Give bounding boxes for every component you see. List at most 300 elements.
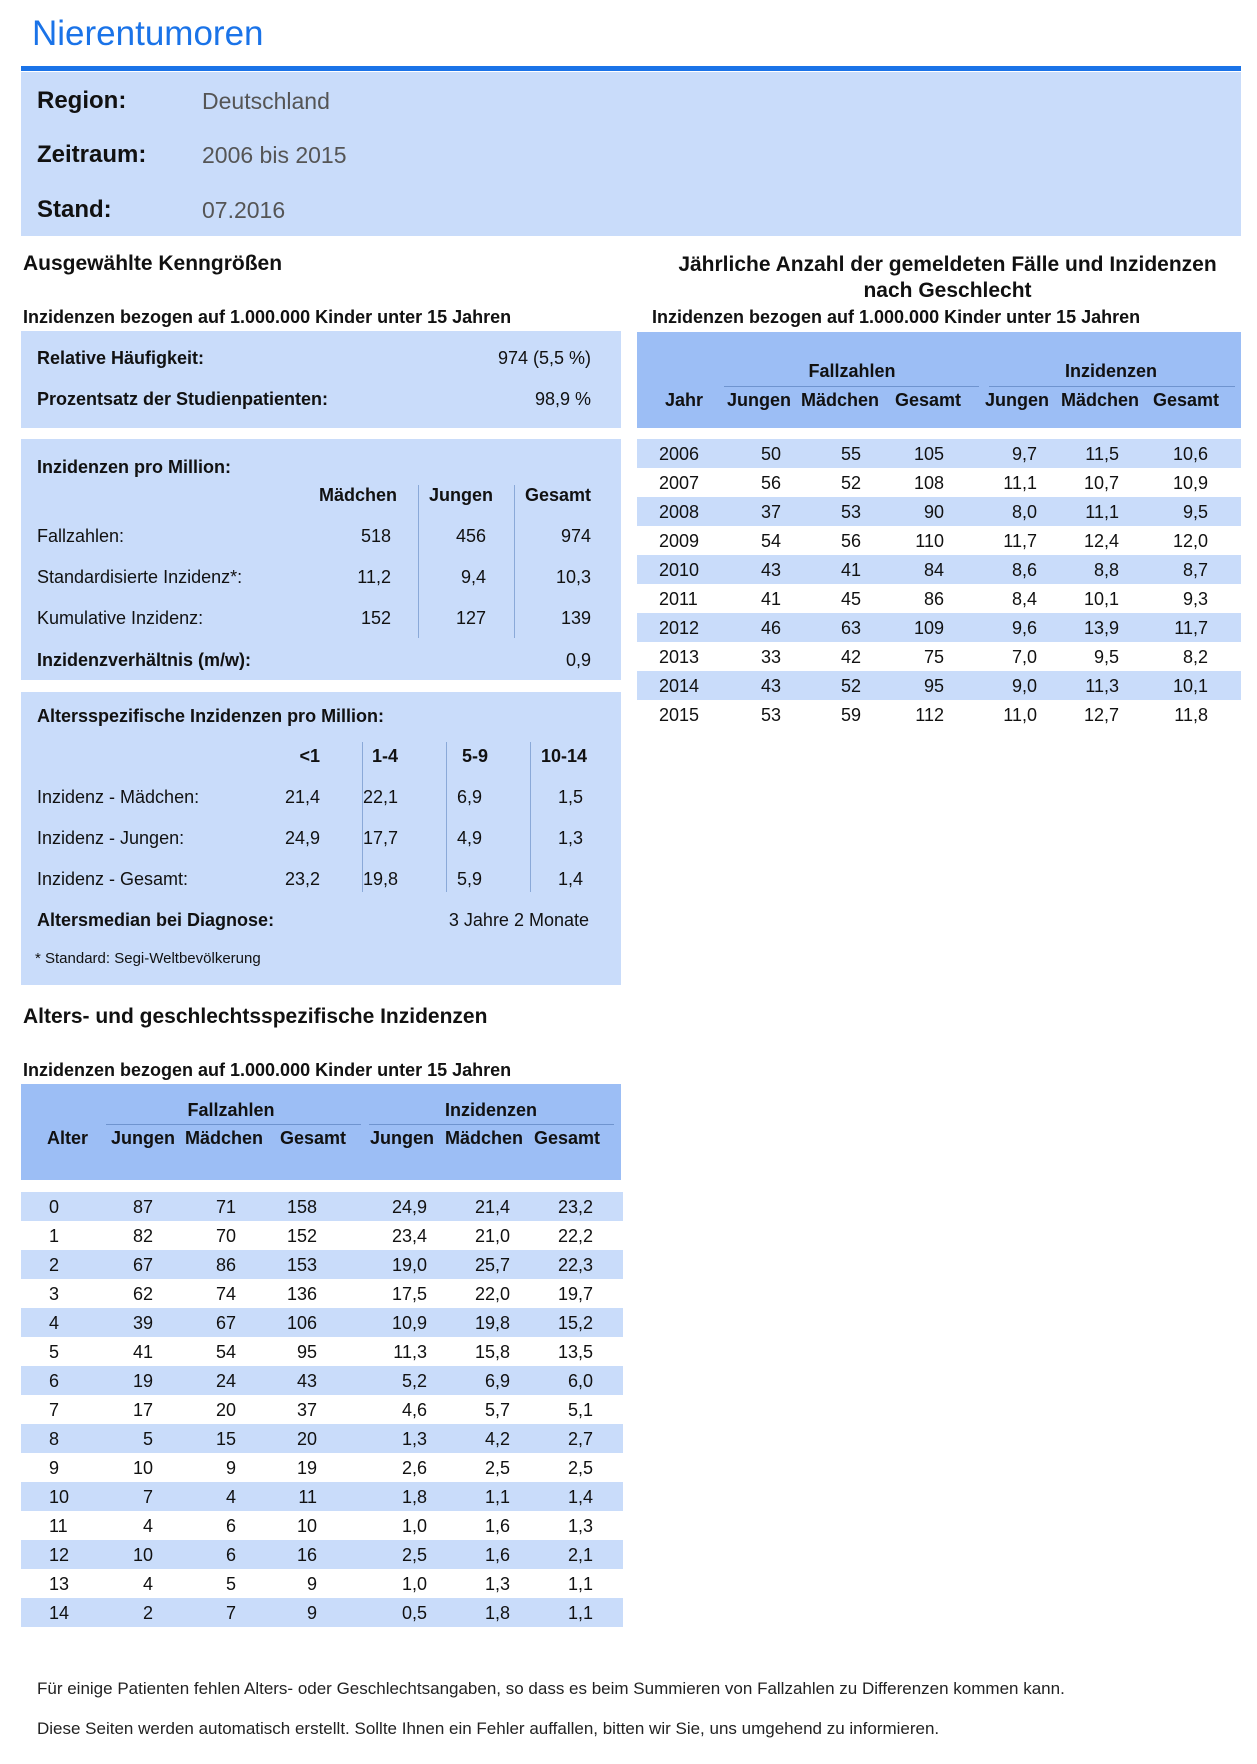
table-cell: 153 [286,1255,317,1275]
section-subtitle: Inzidenzen bezogen auf 1.000.000 Kinder unter 15 Jahren [23,307,512,327]
table-row [21,1221,623,1250]
column-divider [530,742,531,892]
col-header: Mädchen [1061,390,1140,410]
table-cell: 4 [225,1487,236,1507]
table-cell: 41 [760,589,781,609]
row-label-cell: 2009 [659,531,700,551]
age-cell: 1,5 [557,787,583,807]
table-cell: 67 [215,1313,236,1333]
table-cell: 2,5 [401,1545,427,1565]
group-header-incidence: Inzidenzen [444,1100,537,1120]
ratio-value: 0,9 [565,650,591,670]
ipm-cell: 11,2 [357,567,391,587]
table-cell: 11,0 [1003,705,1037,725]
table-cell: 8,4 [1011,589,1037,609]
table-row [21,1511,623,1540]
col-header: Gesamt [1153,390,1220,410]
table-cell: 2,5 [567,1458,593,1478]
footer-note: Diese Seiten werden automatisch erstellt. Sollte Ihnen ein Fehler auffallen, bitten wir Sie, uns umgehend zu informieren. [37,1719,940,1738]
study-percent-label: Prozentsatz der Studienpatienten: [37,389,329,409]
table-cell: 41 [840,560,861,580]
table-cell: 11 [298,1487,317,1507]
table-cell: 12,7 [1083,705,1119,725]
ipm-title: Inzidenzen pro Million: [37,457,231,477]
meta-box [21,72,1241,236]
table-cell: 12,4 [1083,531,1119,551]
row-label-cell: 2008 [659,502,700,522]
row-label-cell: 2011 [659,589,698,609]
table-cell: 16 [296,1545,317,1565]
table-cell: 8,6 [1011,560,1037,580]
table-cell: 39 [132,1313,153,1333]
meta-row-region [37,81,330,121]
table-row [21,1337,623,1366]
section-title-age-sex: Alters- und geschlechtsspezifische Inzidenzen [23,1005,488,1028]
ipm-row-label: Fallzahlen: [37,526,125,546]
table-cell: 50 [760,444,781,464]
table-cell: 23,4 [391,1226,427,1246]
section-title-kenngroessen: Ausgewählte Kenngrößen [23,252,283,275]
table-row [21,1366,623,1395]
table-row [637,613,1241,642]
table-cell: 22,3 [557,1255,593,1275]
section-subtitle: Inzidenzen bezogen auf 1.000.000 Kinder unter 15 Jahren [23,1060,512,1080]
table-cell: 10 [132,1458,153,1478]
table-cell: 1,0 [401,1574,427,1594]
table-cell: 2 [142,1603,153,1623]
age-header: <1 [299,746,320,766]
table-cell: 10,1 [1083,589,1119,609]
table-cell: 9,7 [1011,444,1037,464]
table-cell: 8,0 [1011,502,1037,522]
table-cell: 56 [760,473,781,493]
table-row [21,1598,623,1627]
table-row [637,671,1241,700]
table-cell: 152 [286,1226,317,1246]
age-cell: 1,4 [557,869,583,889]
table-cell: 2,7 [567,1429,593,1449]
table-cell: 15 [215,1429,236,1449]
table-cell: 54 [760,531,781,551]
table-cell: 0,5 [401,1603,427,1623]
row-label-cell: 14 [49,1603,70,1623]
table-cell: 87 [132,1197,153,1217]
ipm-row [35,567,591,595]
row-label-cell: 4 [49,1313,60,1333]
table-cell: 6 [225,1516,236,1536]
table-cell: 63 [840,618,861,638]
group-header-cases: Fallzahlen [808,361,896,381]
table-cell: 9,3 [1182,589,1208,609]
table-cell: 19,8 [474,1313,510,1333]
meta-value: Deutschland [202,87,330,114]
meta-label: Stand: [37,196,112,223]
table-row [637,497,1241,526]
table-row [21,1424,623,1453]
table-row [637,700,1241,729]
table-cell: 43 [760,676,781,696]
table-cell: 52 [840,473,861,493]
table-row [637,468,1241,497]
table-cell: 41 [132,1342,153,1362]
table-cell: 59 [840,705,861,725]
table-cell: 1,4 [567,1487,593,1507]
table-cell: 2,1 [567,1545,593,1565]
group-underline [106,1124,361,1125]
table-cell: 5 [225,1574,236,1594]
section-title-line: Jährliche Anzahl der gemeldeten Fälle und Inzidenzen [678,253,1217,276]
age-sex-table-header [21,1084,621,1180]
table-cell: 67 [132,1255,153,1275]
row-label-cell: 2013 [659,647,700,667]
table-cell: 22,0 [474,1284,510,1304]
table-cell: 13,9 [1083,618,1119,638]
age-header: 1-4 [371,746,398,766]
table-cell: 84 [923,560,944,580]
table-cell: 17,5 [391,1284,427,1304]
age-header-row [35,746,591,774]
table-cell: 11,7 [1003,531,1037,551]
col-header: Gesamt [280,1128,347,1148]
table-cell: 11,1 [1085,502,1119,522]
table-row [21,1569,623,1598]
row-label-cell: 2006 [659,444,700,464]
annual-table-header [637,332,1241,428]
table-cell: 90 [923,502,944,522]
age-specific-title: Altersspezifische Inzidenzen pro Million: [37,706,385,726]
table-cell: 70 [215,1226,236,1246]
table-cell: 13,5 [557,1342,593,1362]
column-divider [446,742,447,892]
table-cell: 5,1 [567,1400,593,1420]
row-label-cell: 2 [49,1255,60,1275]
col-header: Jungen [111,1128,176,1148]
age-cell: 24,9 [284,828,320,848]
row-label-cell: 9 [49,1458,60,1478]
table-cell: 9,5 [1182,502,1208,522]
table-cell: 6,0 [567,1371,593,1391]
table-cell: 55 [840,444,861,464]
table-row [21,1192,623,1221]
table-cell: 71 [215,1197,236,1217]
ipm-row [35,608,591,636]
table-cell: 1,3 [401,1429,427,1449]
table-row [637,584,1241,613]
table-cell: 11,3 [393,1342,427,1362]
relative-frequency-row [37,348,591,369]
column-divider [418,485,419,638]
row-label-cell: 12 [49,1545,70,1565]
meta-value: 2006 bis 2015 [202,141,347,168]
table-cell: 53 [760,705,781,725]
table-cell: 1,1 [567,1574,593,1594]
table-cell: 9 [306,1603,317,1623]
table-cell: 21,0 [474,1226,510,1246]
section-title-annual [652,252,1243,304]
table-cell: 5,2 [401,1371,427,1391]
table-cell: 95 [296,1342,317,1362]
table-cell: 20 [215,1400,236,1420]
table-cell: 2,6 [401,1458,427,1478]
age-cell: 19,8 [362,869,398,889]
table-row [21,1540,623,1569]
table-cell: 1,0 [401,1516,427,1536]
table-cell: 7 [142,1487,153,1507]
age-header: 5-9 [461,746,488,766]
age-cell: 6,9 [456,787,482,807]
table-cell: 1,6 [484,1516,510,1536]
table-cell: 95 [923,676,944,696]
table-cell: 75 [923,647,944,667]
ipm-cell: 9,4 [460,567,486,587]
table-cell: 22,2 [557,1226,593,1246]
table-cell: 19,0 [391,1255,427,1275]
table-cell: 1,3 [484,1574,510,1594]
table-cell: 7,0 [1011,647,1037,667]
table-cell: 42 [840,647,861,667]
row-label-cell: 11 [49,1516,68,1536]
table-row [21,1395,623,1424]
table-row [637,439,1241,468]
table-cell: 54 [215,1342,236,1362]
age-cell: 4,9 [456,828,482,848]
table-cell: 15,8 [474,1342,510,1362]
age-row [35,869,591,897]
ipm-cell: 139 [560,608,591,628]
table-cell: 12,0 [1172,531,1208,551]
table-cell: 10,7 [1083,473,1119,493]
table-cell: 105 [913,444,944,464]
table-cell: 110 [915,531,944,551]
ipm-row [35,526,591,554]
row-label-cell: 10 [49,1487,70,1507]
age-row-label: Inzidenz - Gesamt: [37,869,189,889]
age-median-value: 3 Jahre 2 Monate [448,910,589,930]
footer-note: Für einige Patienten fehlen Alters- oder Geschlechtsangaben, so dass es beim Summieren von Fallzahlen zu Differenzen kommen kann. [37,1679,1065,1698]
table-cell: 10,6 [1172,444,1208,464]
ipm-header: Mädchen [318,485,397,505]
table-row [21,1482,623,1511]
table-cell: 8,2 [1182,647,1208,667]
group-underline [989,386,1235,387]
ipm-cell: 10,3 [555,567,591,587]
meta-value: 07.2016 [202,196,286,223]
meta-row-zeitraum [37,135,347,175]
table-cell: 2,5 [484,1458,510,1478]
table-cell: 19 [296,1458,317,1478]
table-cell: 11,1 [1003,473,1037,493]
col-header: Jungen [985,390,1050,410]
age-cell: 23,2 [284,869,320,889]
row-label-cell: 8 [49,1429,60,1449]
table-cell: 46 [760,618,781,638]
section-title-line: nach Geschlecht [863,279,1032,302]
table-cell: 21,4 [474,1197,510,1217]
age-row-label: Inzidenz - Jungen: [37,828,185,848]
table-cell: 7 [225,1603,236,1623]
table-cell: 37 [760,502,781,522]
table-cell: 11,8 [1174,705,1208,725]
row-label-cell: 3 [49,1284,60,1304]
table-cell: 4 [142,1574,153,1594]
table-cell: 10,9 [391,1313,427,1333]
row-label-cell: 2010 [659,560,700,580]
table-cell: 56 [840,531,861,551]
table-row [21,1250,623,1279]
ipm-cell: 974 [560,526,591,546]
table-cell: 74 [215,1284,236,1304]
table-cell: 108 [913,473,944,493]
table-cell: 4,2 [484,1429,510,1449]
table-cell: 20 [296,1429,317,1449]
table-cell: 23,2 [557,1197,593,1217]
row-label-cell: 13 [49,1574,70,1594]
age-cell: 21,4 [284,787,320,807]
table-cell: 1,6 [484,1545,510,1565]
table-cell: 25,7 [474,1255,510,1275]
relative-frequency-panel [21,331,621,428]
standard-footnote: * Standard: Segi-Weltbevölkerung [35,950,261,967]
col-header-year: Jahr [665,390,704,410]
column-divider [514,485,515,638]
ratio-label: Inzidenzverhältnis (m/w): [37,650,252,670]
ipm-cell: 456 [455,526,486,546]
age-cell: 22,1 [362,787,398,807]
row-label-cell: 0 [49,1197,60,1217]
row-label-cell: 2014 [659,676,700,696]
age-cell: 1,3 [557,828,583,848]
age-specific-panel [21,692,621,985]
table-cell: 5,7 [484,1400,510,1420]
table-cell: 9,6 [1011,618,1037,638]
table-cell: 52 [840,676,861,696]
table-cell: 1,1 [484,1487,510,1507]
col-header: Gesamt [534,1128,601,1148]
age-row [35,828,591,856]
meta-row-stand [37,190,285,230]
table-row [21,1279,623,1308]
study-percent-value: 98,9 % [534,389,591,409]
group-underline [724,386,979,387]
ratio-row [37,650,591,671]
table-cell: 5 [142,1429,153,1449]
row-label-cell: 2007 [659,473,700,493]
col-header: Mädchen [185,1128,264,1148]
table-cell: 24 [215,1371,236,1391]
table-cell: 53 [840,502,861,522]
row-label-cell: 6 [49,1371,60,1391]
table-row [637,642,1241,671]
incidence-per-million-panel [21,439,621,680]
col-header: Jungen [370,1128,435,1148]
row-label-cell: 1 [49,1226,60,1246]
ipm-header: Jungen [428,485,493,505]
group-header-incidence: Inzidenzen [1064,361,1157,381]
table-cell: 1,1 [567,1603,593,1623]
table-cell: 8,8 [1093,560,1119,580]
table-cell: 11,3 [1085,676,1119,696]
table-cell: 106 [286,1313,317,1333]
age-median-row [37,910,589,931]
table-cell: 11,5 [1085,444,1119,464]
table-cell: 9 [225,1458,236,1478]
table-cell: 9,5 [1093,647,1119,667]
table-cell: 9 [306,1574,317,1594]
table-cell: 158 [286,1197,317,1217]
age-cell: 5,9 [456,869,482,889]
section-subtitle: Inzidenzen bezogen auf 1.000.000 Kinder unter 15 Jahren [652,307,1141,327]
table-cell: 1,8 [401,1487,427,1507]
table-cell: 8,7 [1182,560,1208,580]
table-cell: 15,2 [557,1313,593,1333]
table-cell: 4,6 [401,1400,427,1420]
table-cell: 82 [132,1226,153,1246]
col-header: Jungen [727,390,792,410]
page-title: Nierentumoren [32,14,264,53]
table-cell: 4 [142,1516,153,1536]
col-header-age: Alter [47,1128,89,1148]
table-cell: 136 [286,1284,317,1304]
ipm-header: Gesamt [524,485,591,505]
age-row [35,787,591,815]
row-label-cell: 2015 [659,705,700,725]
table-cell: 112 [915,705,944,725]
table-cell: 62 [132,1284,153,1304]
table-cell: 1,3 [567,1516,593,1536]
age-cell: 17,7 [362,828,398,848]
age-median-label: Altersmedian bei Diagnose: [37,910,275,930]
meta-label: Zeitraum: [37,141,147,168]
col-header: Mädchen [801,390,880,410]
ipm-cell: 152 [360,608,391,628]
group-underline [369,1124,614,1125]
table-cell: 10 [296,1516,317,1536]
table-cell: 24,9 [391,1197,427,1217]
table-cell: 43 [760,560,781,580]
table-cell: 45 [840,589,861,609]
row-label-cell: 5 [49,1342,60,1362]
table-row [21,1308,623,1337]
ipm-cell: 127 [455,608,486,628]
row-label-cell: 7 [49,1400,60,1420]
table-cell: 17 [132,1400,153,1420]
table-cell: 10 [132,1545,153,1565]
study-percent-row [37,389,591,410]
table-cell: 86 [923,589,944,609]
table-cell: 37 [296,1400,317,1420]
row-label-cell: 2012 [659,618,700,638]
table-row [21,1453,623,1482]
age-header: 10-14 [540,746,587,766]
table-row [637,526,1241,555]
table-cell: 109 [913,618,944,638]
table-cell: 10,9 [1172,473,1208,493]
table-cell: 6 [225,1545,236,1565]
col-header: Gesamt [895,390,962,410]
relative-frequency-value: 974 (5,5 %) [497,348,591,368]
table-cell: 43 [296,1371,317,1391]
relative-frequency-label: Relative Häufigkeit: [37,348,205,368]
table-cell: 19 [132,1371,153,1391]
ipm-header-row [35,485,591,513]
ipm-row-label: Kumulative Inzidenz: [37,608,204,628]
table-cell: 10,1 [1172,676,1208,696]
table-cell: 19,7 [557,1284,593,1304]
table-cell: 86 [215,1255,236,1275]
table-cell: 1,8 [484,1603,510,1623]
age-row-label: Inzidenz - Mädchen: [37,787,200,807]
ipm-row-label: Standardisierte Inzidenz*: [37,567,243,587]
